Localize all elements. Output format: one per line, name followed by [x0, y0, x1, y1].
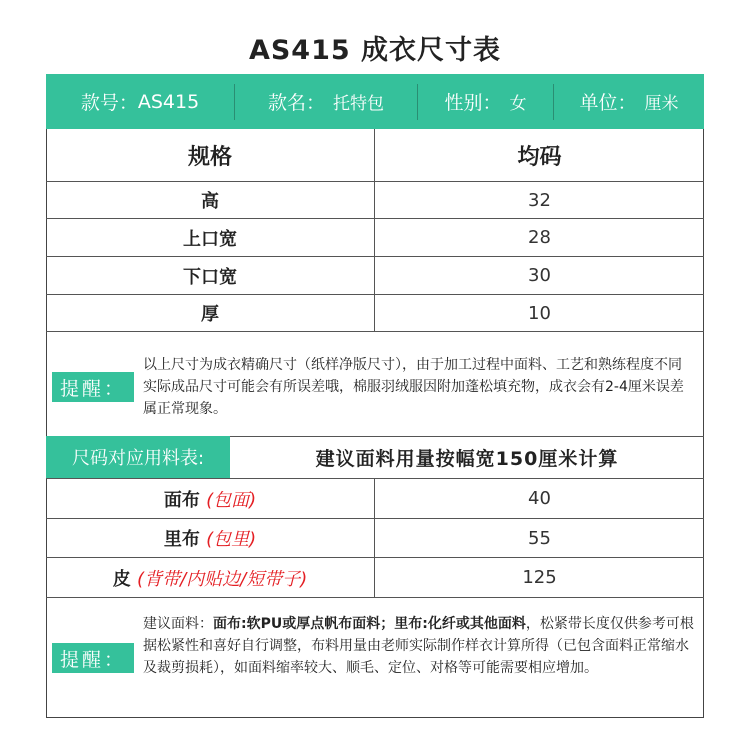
table-row	[46, 219, 704, 257]
material-section-label: 尺码对应用料表:	[46, 436, 230, 478]
row-value: 30	[528, 265, 551, 286]
reminder-badge: 提醒：	[52, 372, 134, 402]
material-value: 40	[528, 488, 551, 509]
material-label: 里布	[163, 529, 200, 550]
table-row	[46, 558, 704, 598]
table-row	[46, 182, 704, 219]
table-row	[46, 295, 704, 332]
row-value: 32	[528, 189, 551, 211]
material-label: 面布	[163, 489, 200, 511]
material-note: (包面)	[206, 489, 257, 511]
col-spec-header: 规格	[187, 144, 232, 170]
model-cell	[46, 74, 234, 129]
row-label: 下口宽	[183, 266, 237, 288]
gender-value: 女	[509, 94, 527, 114]
model-label: 款号：	[80, 92, 138, 114]
name-label: 款名：	[267, 92, 325, 114]
unit-value: 厘米	[644, 94, 679, 114]
row-value: 10	[528, 302, 551, 324]
row-label: 上口宽	[183, 228, 237, 250]
material-reminder-text	[143, 613, 699, 679]
page-title: AS415 成衣尺寸表	[248, 35, 502, 66]
gender-label: 性别：	[444, 92, 502, 114]
col-size-header: 均码	[517, 144, 562, 170]
material-value: 55	[528, 527, 551, 549]
reminder-prefix: 建议面料：	[143, 616, 213, 632]
material-note: (背带/内贴边/短带子)	[137, 568, 308, 590]
reminder-text: 以上尺寸为成衣精确尺寸（纸样净版尺寸），由于加工过程中面料、工艺和熟练程度不同实际成品尺寸可能会有所误差哦，棉服羽绒服因附加蓬松填充物，成衣会有2-4厘米误差属正常现象。	[143, 357, 684, 417]
reminder-badge: 提醒：	[52, 643, 134, 673]
reminder-rest: ，松紧带长度仅供参考可根据松紧性和喜好自行调整，布料用量由老师实际制作样衣计算所得（已包含面料正常缩水及裁剪损耗），如面料缩率较大、顺毛、定位、对格等可能需要相应增加。	[143, 616, 694, 676]
gender-cell	[418, 74, 553, 129]
table-row	[46, 519, 704, 558]
material-label: 皮	[112, 568, 131, 590]
material-section-subtitle: 建议面料用量按幅宽150厘米计算	[315, 447, 619, 470]
material-value: 125	[522, 567, 557, 588]
name-cell	[235, 74, 417, 129]
reminder-face-fabric: 面布:软PU或厚点帆布面料；	[213, 616, 395, 632]
table-row	[46, 479, 704, 519]
row-label: 厚	[201, 304, 219, 325]
name-value: 托特包	[333, 94, 384, 114]
table-row	[46, 257, 704, 295]
reminder-lining-fabric: 里布:化纤或其他面料	[394, 616, 526, 632]
row-label: 高	[201, 191, 219, 212]
header-bar	[46, 74, 704, 129]
model-value: AS415	[137, 90, 200, 113]
unit-label: 单位：	[579, 92, 637, 114]
size-table-header	[46, 129, 704, 182]
row-value: 28	[528, 227, 551, 248]
unit-cell	[554, 74, 704, 129]
material-note: (包里)	[206, 529, 257, 550]
